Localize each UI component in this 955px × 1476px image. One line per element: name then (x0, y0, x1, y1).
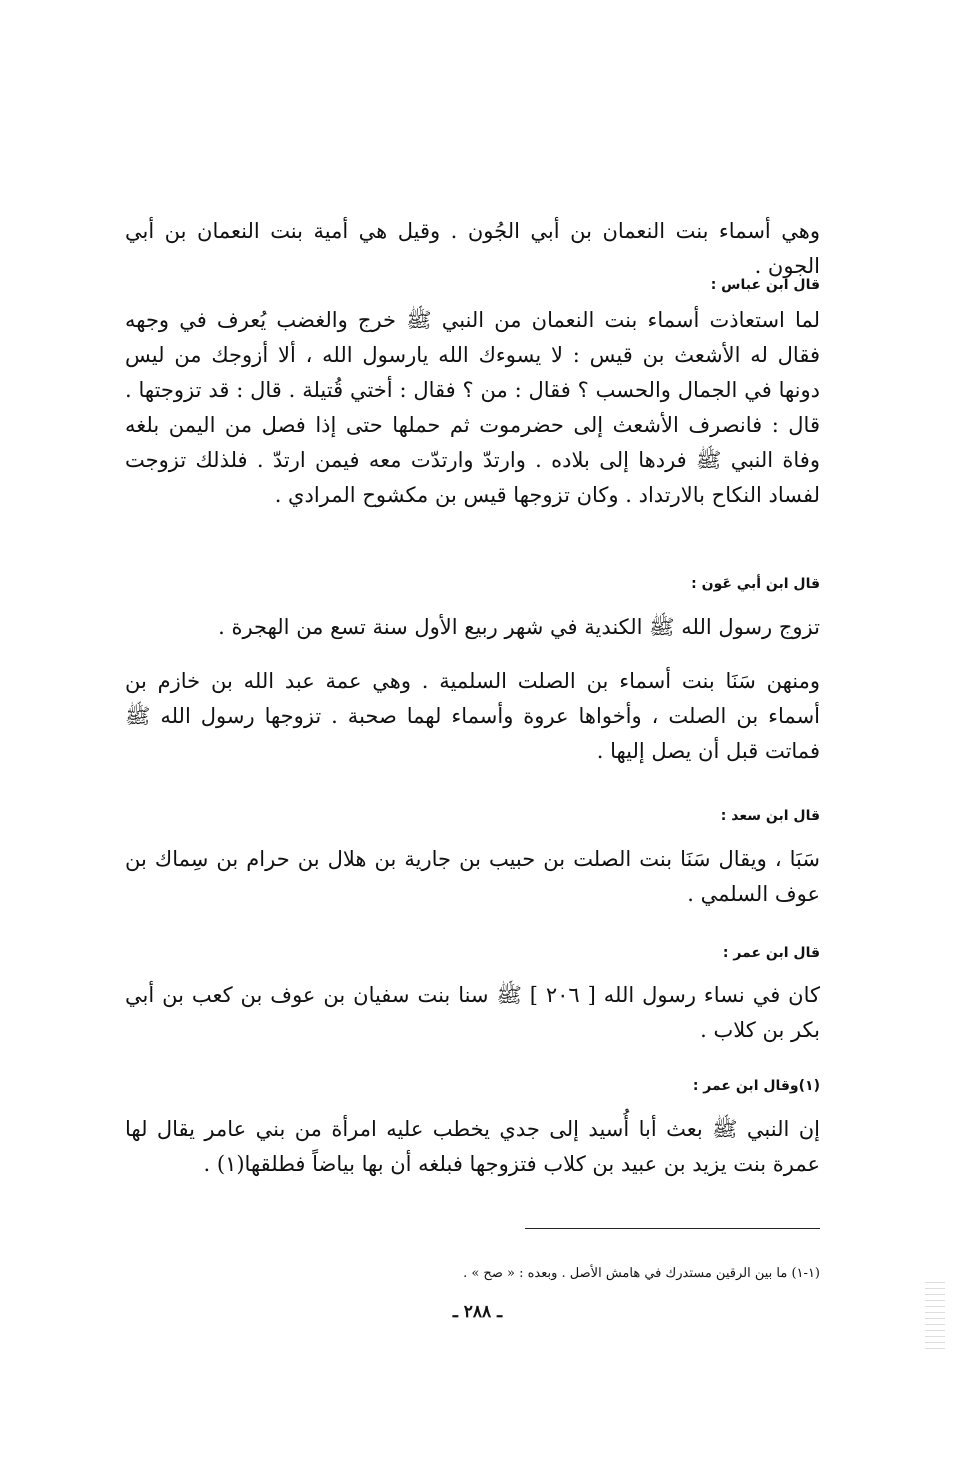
paragraph-ibn-abi-awn: تزوج رسول الله ﷺ الكندية في شهر ربيع الأول سنة تسع من الهجرة . (218, 615, 820, 639)
heading-ibn-abi-awn: قال ابن أبي عَون : (691, 576, 820, 592)
heading-ibn-umar-2: (١)وقال ابن عمر : (692, 1078, 820, 1094)
paragraph-ibn-abbas: لما استعاذت أسماء بنت النعمان من النبي ﷺ خرج والغضب يُعرف في وجهه فقال له الأشعث بن قيس : لا يسوءك الله يارسول الله ، ألا أزوجك من ليس دونها في الجمال والحسب ؟ فقال : من ؟ فقال : أختي قُتيلة . قال : قد تزوجتها . قال : فانصرف الأشعث إلى حضرموت ثم حملها حتى إذا فصل من اليمن بلغه وفاة النبي ﷺ فردها إلى بلاده . وارتدّ وارتدّت معه فيمن ارتدّ . فلذلك تزوجت لفساد النكاح بالارتداد . وكان تزوجها قيس بن مكشوح المرادي . (125, 308, 820, 507)
paragraph-ibn-saad: سَبَا ، ويقال سَنَا بنت الصلت بن حبيب بن جارية بن هلال بن حرام بن سِماك بن عوف السلمي . (125, 847, 820, 906)
footnote: (١-١) ما بين الرقين مستدرك في هامش الأصل . وبعده : « صح » . (463, 1266, 820, 1281)
scan-margin-artifact (925, 1282, 945, 1352)
page-number: ـ ٢٨٨ ـ (452, 1302, 503, 1322)
footnote-divider (525, 1228, 820, 1229)
heading-ibn-umar: قال ابن عمر : (722, 945, 820, 961)
paragraph-sana: ومنهن سَنَا بنت أسماء بن الصلت السلمية . وهي عمة عبد الله بن خازم بن أسماء بن الصلت ، وأخواها عروة وأسماء لهما صحبة . تزوجها رسول الله ﷺ فماتت قبل أن يصل إليها . (125, 669, 820, 763)
heading-ibn-saad: قال ابن سعد : (720, 808, 820, 824)
paragraph-intro: وهي أسماء بنت النعمان بن أبي الجُون . وقيل هي أمية بنت النعمان بن أبي الجون . (125, 219, 820, 278)
paragraph-ibn-umar: كان في نساء رسول الله [ ٢٠٦ ] ﷺ سنا بنت سفيان بن عوف بن كعب بن أبي بكر بن كلاب . (125, 983, 820, 1042)
paragraph-ibn-umar-2: إن النبي ﷺ بعث أبا أُسيد إلى جدي يخطب عليه امرأة من بني عامر يقال لها عمرة بنت يزيد بن عبيد بن كلاب فتزوجها فبلغه أن بها بياضاً فطلقها(١) . (125, 1117, 820, 1176)
heading-ibn-abbas: قال ابن عباس : (710, 277, 820, 293)
